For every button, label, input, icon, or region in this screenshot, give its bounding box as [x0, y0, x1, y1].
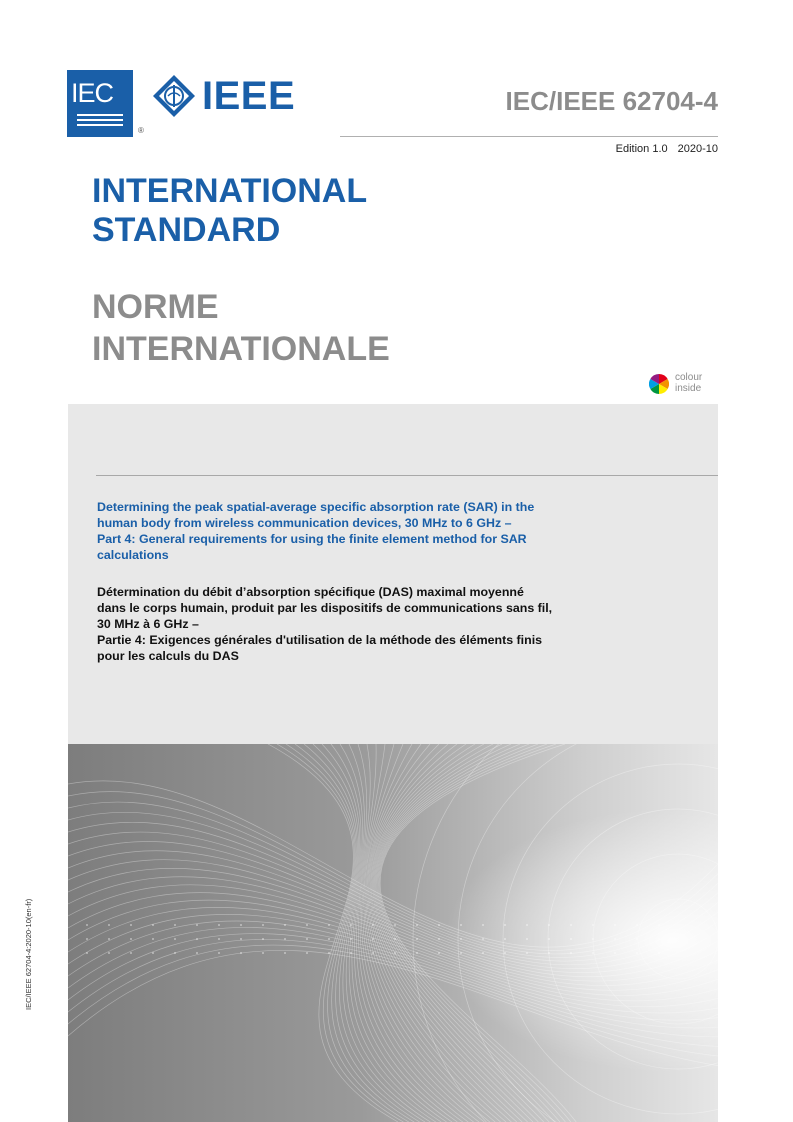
decorative-dot [548, 924, 550, 926]
decorative-dot [438, 952, 440, 954]
decorative-dot [570, 952, 572, 954]
decorative-dot [504, 924, 506, 926]
decorative-dot [196, 938, 198, 940]
iec-logo-lines [77, 114, 123, 129]
decorative-dot [526, 938, 528, 940]
decorative-dot [636, 952, 638, 954]
decorative-dot [372, 924, 374, 926]
decorative-dot [218, 924, 220, 926]
decorative-dot [460, 924, 462, 926]
decorative-dot [306, 952, 308, 954]
decorative-dot [658, 924, 660, 926]
decorative-dot [548, 952, 550, 954]
decorative-dot [174, 952, 176, 954]
desc-en-line: Part 4: General requirements for using the finite element method for SAR [97, 532, 527, 546]
decorative-dot [328, 938, 330, 940]
edition-label: Edition 1.0 [615, 143, 668, 155]
decorative-dot [328, 924, 330, 926]
ieee-logo-text: IEEE [202, 74, 296, 118]
decorative-dot [570, 938, 572, 940]
decorative-dot [570, 924, 572, 926]
desc-fr-line: 30 MHz à 6 GHz – [97, 617, 199, 631]
decorative-dot [152, 938, 154, 940]
decorative-dot [86, 924, 88, 926]
decorative-dot [86, 938, 88, 940]
decorative-dot [394, 938, 396, 940]
decorative-dot [394, 924, 396, 926]
decorative-dot [306, 938, 308, 940]
colour-label-line1: colour [675, 372, 703, 383]
colour-inside-badge [649, 372, 719, 396]
colour-inside-label [675, 372, 702, 394]
desc-fr-line: pour les calculs du DAS [97, 649, 239, 663]
header-divider [340, 136, 718, 137]
decorative-dot [416, 938, 418, 940]
decorative-dot [614, 952, 616, 954]
decorative-dot [526, 924, 528, 926]
decorative-dot [350, 952, 352, 954]
panel-divider [96, 475, 718, 476]
decorative-dot [108, 952, 110, 954]
decorative-dot [526, 952, 528, 954]
decorative-dot [350, 924, 352, 926]
decorative-dot [218, 952, 220, 954]
title-fr-line1: NORME [92, 288, 219, 326]
ieee-diamond-icon [152, 74, 196, 118]
description-panel [68, 404, 718, 744]
decorative-dot [636, 938, 638, 940]
decorative-dot [108, 938, 110, 940]
title-french [92, 286, 390, 370]
decorative-dot [86, 952, 88, 954]
side-document-code: IEC/IEEE 62704-4:2020-10(en-fr) [24, 898, 33, 1010]
desc-en-line: calculations [97, 548, 169, 562]
edition-date: 2020-10 [677, 143, 718, 155]
decorative-dot [240, 938, 242, 940]
registered-mark: ® [138, 126, 144, 135]
decorative-dot [548, 938, 550, 940]
decorative-dot [350, 938, 352, 940]
decorative-dot [328, 952, 330, 954]
desc-fr-line: Partie 4: Exigences générales d'utilisation de la méthode des éléments finis [97, 633, 543, 647]
decorative-dot [152, 952, 154, 954]
decorative-dot [218, 938, 220, 940]
decorative-dot [592, 938, 594, 940]
decorative-dot [130, 938, 132, 940]
decorative-dot [262, 952, 264, 954]
decorative-dot [482, 924, 484, 926]
decorative-dot [416, 952, 418, 954]
decorative-dot [262, 938, 264, 940]
decorative-dot [504, 938, 506, 940]
decorative-dot [196, 952, 198, 954]
decorative-dot [108, 924, 110, 926]
decorative-dot [262, 924, 264, 926]
description-french [97, 584, 697, 664]
decorative-dot [658, 952, 660, 954]
colour-label-line2: inside [675, 383, 702, 394]
decorative-dot [174, 938, 176, 940]
desc-en-line: Determining the peak spatial-average specific absorption rate (SAR) in the [97, 500, 535, 514]
decorative-dot [284, 952, 286, 954]
decorative-dot [240, 924, 242, 926]
iec-logo [67, 70, 133, 137]
decorative-dot [196, 924, 198, 926]
decorative-dot [130, 924, 132, 926]
decorative-dot [438, 924, 440, 926]
decorative-dot [416, 924, 418, 926]
desc-en-line: human body from wireless communication devices, 30 MHz to 6 GHz – [97, 516, 512, 530]
decorative-dot [636, 924, 638, 926]
colour-wheel-icon [649, 374, 669, 394]
decorative-dot [284, 924, 286, 926]
decorative-dot [438, 938, 440, 940]
desc-fr-line: Détermination du débit d’absorption spécifique (DAS) maximal moyenné [97, 585, 524, 599]
decorative-dot [372, 938, 374, 940]
edition-info [616, 143, 718, 155]
decorative-dot [460, 938, 462, 940]
decorative-dot [372, 952, 374, 954]
description-english [97, 499, 697, 563]
decorative-dot [174, 924, 176, 926]
decorative-dot [592, 924, 594, 926]
decorative-dot [482, 938, 484, 940]
decorative-dot [482, 952, 484, 954]
decorative-dot [130, 952, 132, 954]
title-en-line2: STANDARD [92, 211, 281, 249]
decorative-dot [614, 924, 616, 926]
decorative-dot [394, 952, 396, 954]
decorative-dot [592, 952, 594, 954]
desc-fr-line: dans le corps humain, produit par les dispositifs de communications sans fil, [97, 601, 553, 615]
decorative-cover-image [68, 744, 718, 1122]
decorative-dot [658, 938, 660, 940]
decorative-dot [152, 924, 154, 926]
decorative-dot [460, 952, 462, 954]
iec-logo-text: IEC [71, 78, 114, 108]
decorative-dot [614, 938, 616, 940]
standard-number: IEC/IEEE 62704-4 [505, 86, 718, 116]
decorative-dot [284, 938, 286, 940]
title-english [92, 172, 367, 250]
decorative-dot [306, 924, 308, 926]
decorative-dot [504, 952, 506, 954]
decorative-dot [240, 952, 242, 954]
title-fr-line2: INTERNATIONALE [92, 330, 390, 368]
title-en-line1: INTERNATIONAL [92, 172, 368, 210]
